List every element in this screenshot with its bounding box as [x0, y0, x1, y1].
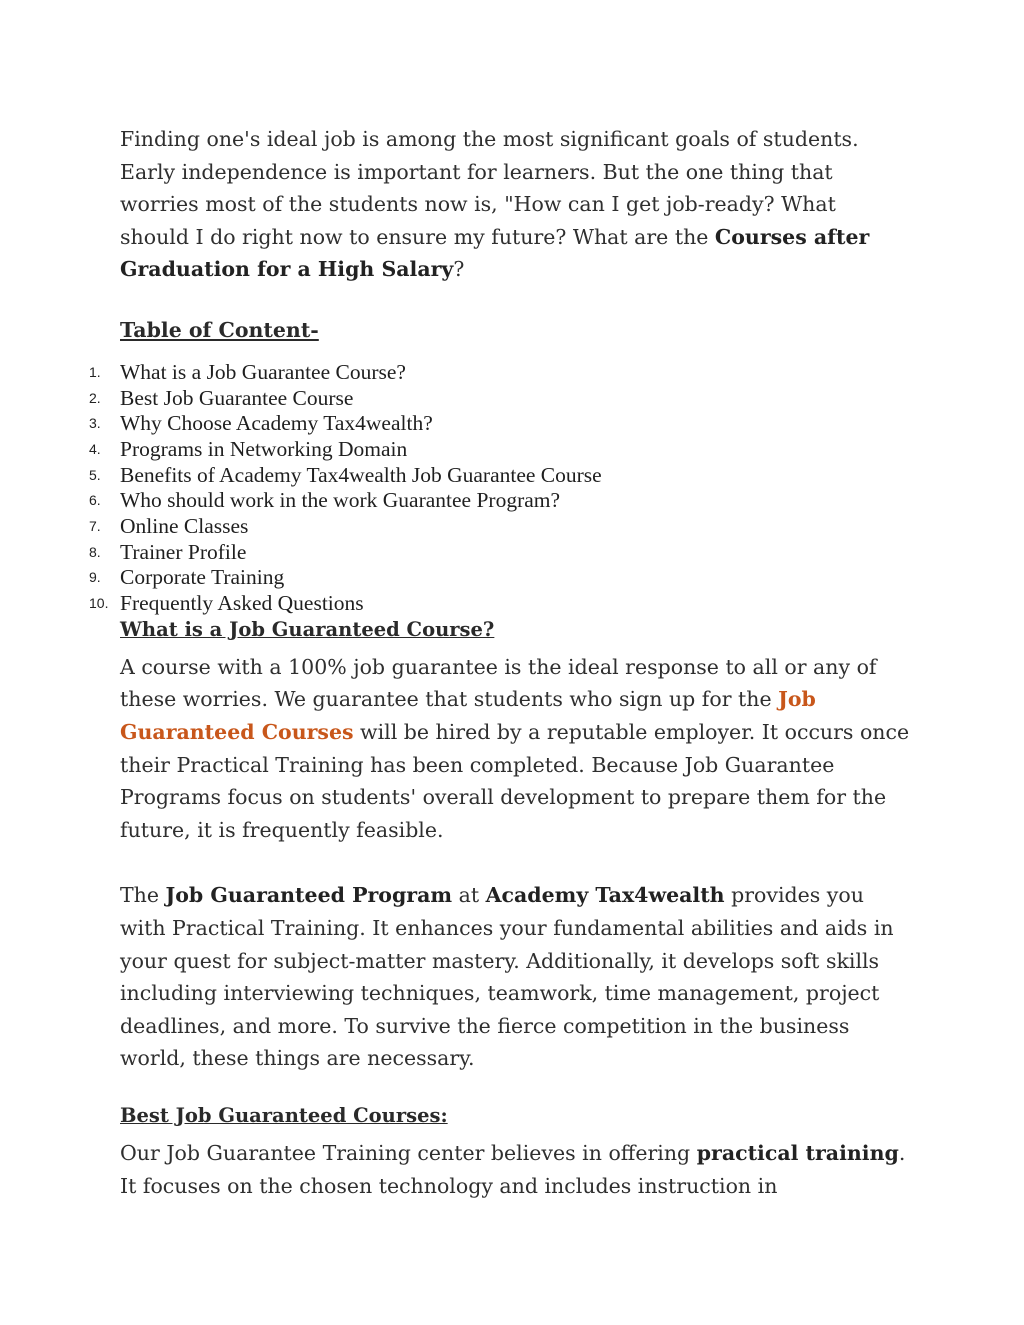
section-heading-job-guaranteed-course: What is a Job Guaranteed Course?: [120, 617, 495, 641]
toc-item[interactable]: [89, 411, 910, 437]
section1-p2-text: The: [120, 883, 166, 908]
toc-item-number: 1.: [89, 363, 101, 380]
toc-item-label[interactable]: Why Choose Academy Tax4wealth?: [120, 411, 433, 436]
toc-item-number: 10.: [89, 595, 109, 612]
toc-item-number: 7.: [89, 518, 101, 535]
toc-item-label[interactable]: Online Classes: [120, 514, 249, 539]
toc-item-label[interactable]: What is a Job Guarantee Course?: [120, 359, 406, 384]
toc-item[interactable]: [89, 539, 910, 566]
practical-training-bold: practical training: [696, 1140, 899, 1165]
section1-paragraph-1: [120, 651, 910, 847]
document-content: [89, 123, 910, 1202]
toc-item-label[interactable]: Programs in Networking Domain: [120, 437, 408, 462]
intro-paragraph: [120, 123, 910, 286]
toc-item-number: 2.: [89, 389, 101, 406]
section1-p2-text-at: at: [452, 883, 486, 908]
toc-item-label[interactable]: Who should work in the work Guarantee Program?: [120, 488, 561, 513]
toc-item[interactable]: [89, 437, 910, 463]
toc-item[interactable]: [89, 359, 910, 386]
table-of-contents: [89, 359, 910, 617]
toc-item-number: 6.: [89, 492, 101, 509]
toc-item-label[interactable]: Trainer Profile: [120, 539, 247, 564]
toc-item-number: 3.: [89, 415, 101, 432]
toc-item[interactable]: [89, 565, 910, 591]
toc-item-label[interactable]: Frequently Asked Questions: [120, 591, 364, 616]
job-guaranteed-program-bold: Job Guaranteed Program: [165, 883, 453, 908]
intro-text: Finding one's ideal job is among the most significant goals of students. Early independence is important for learners. But the one thing that worries most of the students now is, "How can I get job-ready? What should I do right now to ensure my future? What are the: [120, 127, 859, 249]
section-heading-best-courses: Best Job Guaranteed Courses:: [120, 1103, 448, 1127]
section2-text-cont: . It focuses on the chosen technology and includes instruction in: [120, 1140, 906, 1198]
job-guaranteed-courses-link[interactable]: Job Guaranteed Courses: [120, 687, 816, 745]
toc-item-number: 4.: [89, 441, 101, 458]
toc-item-label[interactable]: Benefits of Academy Tax4wealth Job Guarantee Course: [120, 462, 602, 487]
toc-item-label[interactable]: Best Job Guarantee Course: [120, 385, 354, 410]
toc-item[interactable]: [89, 385, 910, 412]
toc-item-number: 5.: [89, 466, 101, 483]
section2-text: Our Job Guarantee Training center believes in offering: [120, 1140, 697, 1165]
toc-item[interactable]: [89, 488, 910, 514]
section2-paragraph: [120, 1137, 910, 1202]
academy-tax4wealth-bold: Academy Tax4wealth: [485, 883, 725, 908]
section1-text-cont: will be hired by a reputable employer. It occurs once their Practical Training has been completed. Because Job Guarantee Programs focus on students' overall development to prepare them for the future, it is frequently feasible.: [120, 720, 910, 842]
toc-item[interactable]: [89, 462, 910, 489]
toc-heading: Table of Content-: [120, 317, 319, 342]
section1-p2-text-cont: provides you with Practical Training. It enhances your fundamental abilities and aids in your quest for subject-matter mastery. Additionally, it develops soft skills including interviewing techniques, teamwork, time management, project deadlines, and more. To survive the fierce competition in the business world, these things are necessary.: [120, 883, 894, 1071]
toc-item-number: 8.: [89, 543, 101, 560]
toc-item[interactable]: [89, 591, 910, 617]
intro-text-end: ?: [453, 257, 465, 282]
intro-bold-phrase: Courses after Graduation for a High Salary: [120, 224, 870, 282]
toc-item[interactable]: [89, 514, 910, 540]
section1-text: A course with a 100% job guarantee is the ideal response to all or any of these worries. We guarantee that students who sign up for the: [120, 654, 877, 712]
toc-item-number: 9.: [89, 569, 101, 586]
section1-paragraph-2: [120, 879, 910, 1075]
toc-item-label[interactable]: Corporate Training: [120, 565, 285, 590]
